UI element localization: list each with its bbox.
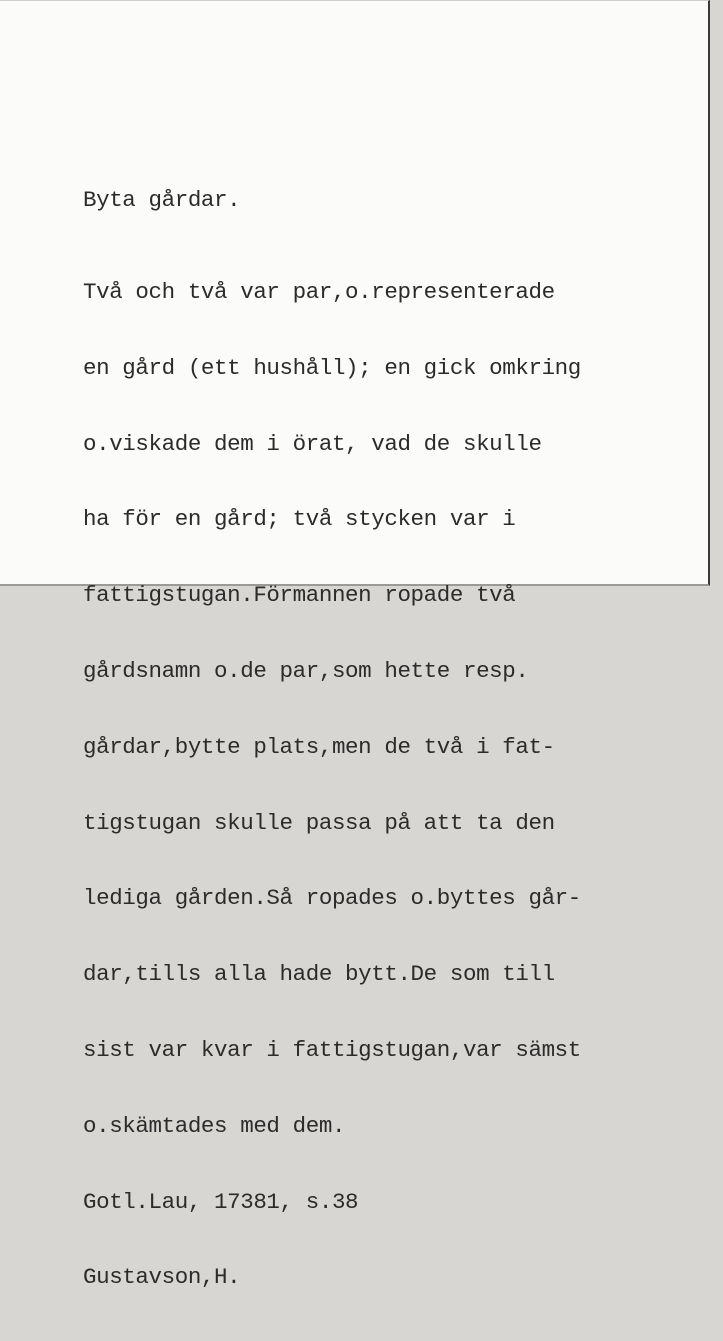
body-line: ha för en gård; två stycken var i (83, 506, 516, 533)
body-line: en gård (ett hushåll); en gick omkring (83, 354, 581, 381)
body-line: o.viskade dem i örat, vad de skulle (83, 430, 542, 457)
body-line: gårdsnamn o.de par,som hette resp. (83, 657, 529, 684)
body-line: o.skämtades med dem. (83, 1112, 346, 1139)
author-name: Gustavson,H. (83, 1264, 241, 1291)
body-line: gårdar,bytte plats,men de två i fat- (83, 733, 555, 760)
body-line: dar,tills alla hade bytt.De som till (83, 961, 555, 988)
body-line: fattigstugan.Förmannen ropade två (83, 582, 516, 609)
body-line: Två och två var par,o.representerade (83, 279, 555, 305)
source-reference: Gotl.Lau, 17381, s.38 (83, 1188, 359, 1215)
body-line: sist var kvar i fattigstugan,var sämst (83, 1036, 581, 1063)
card-text (83, 136, 723, 1341)
body-line: lediga gården.Så ropades o.byttes går- (83, 885, 581, 912)
body-line: tigstugan skulle passa på att ta den (83, 809, 555, 836)
card-heading: Byta gårdar. (83, 187, 241, 213)
